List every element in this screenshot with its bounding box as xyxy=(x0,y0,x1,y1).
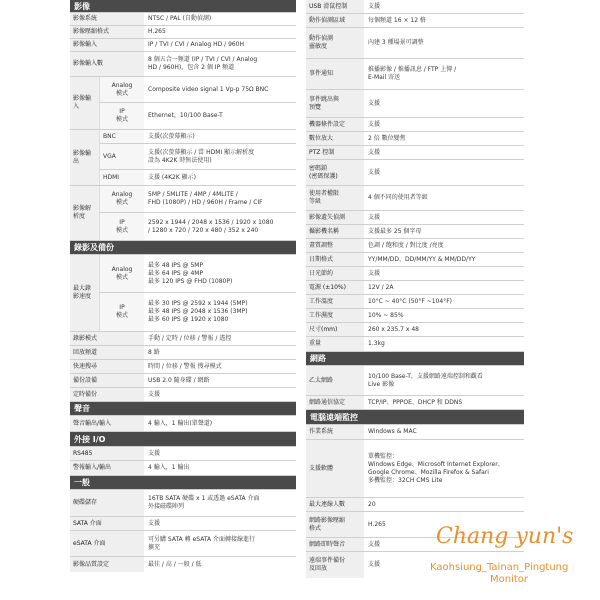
spec-value xyxy=(364,118,524,131)
spec-row-image-adjust xyxy=(306,239,524,253)
spec-value-text: 12V / 2A xyxy=(368,283,394,291)
spec-value-text: 內建 3 種場景可調整 xyxy=(368,39,424,46)
right-spec-column xyxy=(306,0,524,578)
spec-value-text: 最多 64 IPS @ 4MP xyxy=(148,269,204,277)
spec-row-compression xyxy=(70,26,296,39)
spec-row-daylight-saving xyxy=(306,267,524,281)
spec-value-text: 擴充 xyxy=(148,543,161,551)
section-header-general xyxy=(70,476,296,490)
spec-value-text: 支援 xyxy=(368,2,381,10)
spec-value xyxy=(144,388,296,401)
spec-value-text: 設為 4K2K 時無法使用) xyxy=(148,156,212,164)
spec-value xyxy=(364,281,524,294)
spec-subkey xyxy=(100,186,144,212)
store-watermark xyxy=(424,522,600,600)
spec-value-text: 支援 xyxy=(148,519,161,527)
spec-row-sata xyxy=(70,517,296,531)
spec-row-ip-input xyxy=(100,103,296,129)
section-title: 外接 I/O xyxy=(74,434,106,444)
spec-key-text: 格式 xyxy=(309,524,322,532)
spec-row-temperature xyxy=(306,295,524,309)
spec-value xyxy=(144,447,296,460)
spec-subkey-text: IP xyxy=(119,218,125,226)
spec-subkey xyxy=(100,77,144,102)
spec-key: 影像系統 xyxy=(70,13,144,25)
spec-key-text: 事件跳出與 xyxy=(309,95,340,103)
spec-key-text: 及回放 xyxy=(309,565,328,572)
spec-row-dimensions xyxy=(306,323,524,337)
section-title: 電腦遠端監控 xyxy=(310,412,358,422)
spec-row-ip-resolution xyxy=(100,213,296,240)
spec-value xyxy=(364,14,524,27)
spec-value xyxy=(364,295,524,308)
spec-key: 影像壓縮格式 xyxy=(70,26,144,38)
spec-value xyxy=(364,28,524,58)
watermark-location: Kaohsiung_Tainan_Pingtung xyxy=(430,562,569,573)
section-header-network xyxy=(306,352,524,366)
spec-row-date-format xyxy=(306,253,524,267)
spec-subkey: BNC xyxy=(100,130,144,143)
spec-row-motion-sensitivity xyxy=(306,28,524,59)
spec-subkey: HDMI xyxy=(100,170,144,185)
spec-value-text: 2 倍 數位變焦 xyxy=(368,134,406,142)
spec-value-text: Windows & MAC xyxy=(368,428,417,435)
spec-key: 最大錄影速度 xyxy=(70,255,100,331)
spec-key: 尺寸(mm) xyxy=(306,323,364,336)
spec-value-text: 最多 120 IPS @ FHD (1080P) xyxy=(148,277,233,285)
spec-key: 影像輸入 xyxy=(70,77,100,129)
spec-value xyxy=(364,309,524,322)
spec-subkey-text: Analog xyxy=(111,81,133,89)
spec-value-text: 2592 x 1944 / 2048 x 1536 / 1920 x 1080 xyxy=(148,218,274,226)
spec-value xyxy=(144,39,296,51)
section-header-external-io xyxy=(70,432,296,447)
spec-value xyxy=(144,170,296,185)
spec-value xyxy=(364,498,524,511)
spec-subkey-text: 模式 xyxy=(115,273,128,281)
spec-value xyxy=(144,293,296,331)
spec-value-text: 最多 30 IPS @ 2592 x 1944 (5MP) xyxy=(148,300,248,307)
spec-value xyxy=(144,213,296,240)
spec-key: 快速搜尋 xyxy=(70,360,144,373)
spec-row-humidity xyxy=(306,309,524,323)
spec-value-text: Google Chrome、Mozilla Firefox & Safari xyxy=(368,468,489,476)
spec-value-text: 推播影像 / 推播訊息 / FTP 上傳 / xyxy=(368,66,457,73)
spec-subkey xyxy=(100,103,144,129)
spec-key: 事件通知 xyxy=(306,59,364,89)
spec-key: 定時備份 xyxy=(70,388,144,401)
spec-value-text: 每個頻道 16 × 12 格 xyxy=(368,16,426,24)
spec-key: PTZ 控制 xyxy=(306,146,364,159)
spec-key-text: (密碼保護) xyxy=(309,172,338,180)
section-header-video xyxy=(70,0,296,13)
section-header-audio xyxy=(70,402,296,416)
spec-row-ptz xyxy=(306,146,524,160)
spec-value xyxy=(364,59,524,89)
spec-row-audio-io xyxy=(70,416,296,432)
spec-key-text: 遠端事件備份 xyxy=(309,557,346,564)
spec-value xyxy=(144,186,296,212)
left-spec-column xyxy=(70,0,296,572)
spec-row-video-loss xyxy=(306,211,524,225)
spec-subkey-text: 模式 xyxy=(115,89,128,97)
spec-value-text: 4 輸入，1 輸出(單聲道) xyxy=(148,419,213,427)
spec-subkey-text: Analog xyxy=(111,265,133,273)
spec-value-text: 支援 xyxy=(368,269,381,277)
spec-value xyxy=(364,425,524,439)
spec-row-playback xyxy=(70,346,296,360)
spec-row-max-users xyxy=(306,498,524,512)
spec-key: 工作溫度 xyxy=(306,295,364,308)
spec-value-text: H.265 xyxy=(148,28,166,35)
spec-subkey-text: 模式 xyxy=(115,116,128,123)
spec-row-digital-zoom xyxy=(306,132,524,146)
spec-key: 作業系統 xyxy=(306,425,364,439)
spec-value xyxy=(144,255,296,292)
spec-value xyxy=(364,160,524,185)
spec-value-text: 支援最多 25 個字母 xyxy=(368,227,422,235)
spec-value xyxy=(144,490,296,516)
spec-value xyxy=(364,253,524,266)
spec-value-text: 手動 / 定時 / 位移 / 警報 / 遙控 xyxy=(148,334,232,342)
spec-row-network-protocol xyxy=(306,396,524,410)
spec-value xyxy=(364,0,524,13)
spec-value-text: 支援 xyxy=(368,213,381,221)
spec-key: 電源 (±10%) xyxy=(306,281,364,294)
spec-row-video-system xyxy=(70,13,296,26)
spec-key-text: 密碼鎖 xyxy=(309,164,328,172)
section-title: 影像 xyxy=(74,1,90,11)
spec-key: 備份設備 xyxy=(70,374,144,387)
section-header-remote-monitoring xyxy=(306,410,524,425)
spec-value-text: 外接磁碟陣列 xyxy=(148,503,185,510)
spec-value-text: 4 輸入，1 輸出 xyxy=(148,464,190,471)
spec-key xyxy=(306,160,364,185)
spec-value xyxy=(144,130,296,143)
spec-row-password-lock xyxy=(306,160,524,186)
spec-value-text: 16TB SATA 硬碟 x 1 或透過 eSATA 介面 xyxy=(148,495,260,502)
spec-subkey-text: 模式 xyxy=(115,199,128,206)
spec-row-analog-resolution xyxy=(100,186,296,213)
spec-value xyxy=(364,146,524,159)
spec-value-text: 20 xyxy=(368,500,376,508)
spec-value-text: 最多 60 IPS @ 1920 x 1080 xyxy=(148,316,229,323)
spec-row-event-notification xyxy=(306,59,524,90)
spec-value-text: 支援 (4K2K 顯示) xyxy=(148,173,197,181)
spec-value-text: Composite video signal 1 Vp-p 75Ω BNC xyxy=(148,85,269,93)
spec-group-resolution xyxy=(70,186,296,241)
spec-value xyxy=(144,461,296,475)
spec-value-text: 最多 48 IPS @ 2048 x 1536 (3MP) xyxy=(148,308,248,315)
spec-value xyxy=(364,132,524,145)
spec-value xyxy=(144,374,296,387)
spec-row-analog-input xyxy=(100,77,296,103)
spec-value xyxy=(144,77,296,102)
spec-key: USB 滑鼠控制 xyxy=(306,0,364,13)
spec-value xyxy=(364,90,524,117)
spec-value-text: TCP/IP、PPPOE、DHCP 和 DDNS xyxy=(368,398,463,406)
spec-value xyxy=(144,13,296,25)
spec-key: 影像遺失偵測 xyxy=(306,211,364,224)
spec-row-alarm-io xyxy=(70,461,296,476)
spec-value-text: 支援 xyxy=(368,99,381,107)
spec-subkey xyxy=(100,255,144,292)
spec-value-text: 10/100 Base-T，支援網路遠端控制和觀看 xyxy=(368,372,483,380)
spec-row-motion-area xyxy=(306,14,524,28)
spec-key: 畫質調整 xyxy=(306,239,364,252)
spec-key: 錄影模式 xyxy=(70,332,144,345)
spec-value-text: NTSC / PAL (自動偵測) xyxy=(148,15,212,22)
spec-value-text: 支援 xyxy=(368,168,381,176)
spec-key-text: 動作偵測 xyxy=(309,35,334,42)
spec-value xyxy=(144,416,296,431)
spec-row-event-popup xyxy=(306,90,524,118)
section-header-recording xyxy=(70,241,296,255)
spec-value-text: 8 路 xyxy=(148,348,160,356)
spec-value xyxy=(364,440,524,497)
spec-value-text: FHD (1080P) / HD / 960H / Frame / CIF xyxy=(148,199,263,206)
spec-value-text: E-Mail 寄送 xyxy=(368,74,401,81)
spec-value xyxy=(144,517,296,530)
spec-row-esata xyxy=(70,531,296,557)
spec-row-input-count xyxy=(70,52,296,77)
spec-value xyxy=(364,225,524,238)
spec-group-video-output xyxy=(70,130,296,186)
spec-row-analog-rate xyxy=(100,255,296,293)
spec-value-text: 4 個不同的使用者等級 xyxy=(368,194,428,201)
spec-subkey xyxy=(100,293,144,331)
spec-key: 動作偵測區域 xyxy=(306,14,364,27)
spec-value-text: 單機監控： xyxy=(368,452,399,460)
spec-row-ethernet xyxy=(306,366,524,396)
spec-row-image-quality xyxy=(70,557,296,572)
spec-key-text: 等級 xyxy=(309,198,322,205)
spec-row-quick-search xyxy=(70,360,296,374)
spec-key-text: 預覽 xyxy=(309,103,322,111)
spec-value xyxy=(144,557,296,572)
spec-key: 聲音輸出/輸入 xyxy=(70,416,144,431)
spec-row-usb-mouse xyxy=(306,0,524,14)
spec-value-text: 支援(次螢幕顯示) xyxy=(148,132,195,140)
spec-row-hdd xyxy=(70,490,296,517)
watermark-brand: Chang yun's xyxy=(436,524,574,549)
spec-key: 日期格式 xyxy=(306,253,364,266)
spec-row-backup-device xyxy=(70,374,296,388)
spec-key: 支援軟體 xyxy=(306,440,364,497)
spec-key: 網路即時聲音 xyxy=(306,538,364,551)
spec-row-scheduled-backup xyxy=(70,388,296,402)
spec-value-text: 支援 xyxy=(148,390,161,398)
spec-value xyxy=(364,366,524,395)
spec-key xyxy=(306,28,364,58)
spec-key: 影像輸入數 xyxy=(70,52,144,76)
spec-row-machine-condition xyxy=(306,118,524,132)
spec-value-text: 色調 / 飽和度 / 對比度 /亮度 xyxy=(368,241,444,249)
spec-value-text: 支援 xyxy=(368,561,381,568)
spec-value-text: 5MP / 5MLITE / 4MP / 4MLITE / xyxy=(148,191,238,198)
spec-key: RS485 xyxy=(70,447,144,460)
spec-key xyxy=(306,186,364,210)
spec-row-supported-software xyxy=(306,440,524,498)
spec-value xyxy=(144,346,296,359)
spec-group-video-input xyxy=(70,77,296,130)
spec-row-power xyxy=(306,281,524,295)
spec-key: 警報輸入/輸出 xyxy=(70,461,144,475)
section-title: 錄影及備份 xyxy=(74,243,114,252)
spec-key: 機器條件設定 xyxy=(306,118,364,131)
spec-row-weight xyxy=(306,337,524,352)
spec-row-rs485 xyxy=(70,447,296,461)
spec-value-text: 10°C ~ 40°C (50°F ~104°F) xyxy=(368,297,453,305)
spec-value-text: 8 個五合一頻道 (IP / TVI / CVI / Analog xyxy=(148,56,258,63)
spec-value-text: HD / 960H)，包含 2 個 IP 頻道 xyxy=(148,64,235,71)
spec-row-hdmi xyxy=(100,170,296,185)
spec-value-text: 支援 xyxy=(368,540,381,548)
spec-row-record-mode xyxy=(70,332,296,346)
spec-value-text: 支援 xyxy=(148,449,161,457)
spec-key: 影像輸入 xyxy=(70,39,144,51)
spec-value xyxy=(144,103,296,129)
spec-value-text: / 1280 x 720 / 720 x 480 / 352 x 240 xyxy=(148,226,259,234)
spec-value-text: 1.3kg xyxy=(368,340,385,347)
section-title: 聲音 xyxy=(74,404,90,413)
spec-key xyxy=(306,90,364,117)
spec-value-text: USB 2.0 隨身碟 / 網路 xyxy=(148,376,210,384)
spec-key: 影像解析度 xyxy=(70,186,100,240)
spec-subkey: VGA xyxy=(100,144,144,169)
spec-key: 工作濕度 xyxy=(306,309,364,322)
spec-key: 影像輸出 xyxy=(70,130,100,185)
spec-key-text: 網路影像壓縮 xyxy=(309,516,346,524)
section-title: 網路 xyxy=(310,354,326,363)
spec-value-text: 可另購 SATA 轉 eSATA 介面轉接線進行 xyxy=(148,535,256,543)
spec-row-camera-name xyxy=(306,225,524,239)
spec-value xyxy=(144,332,296,345)
spec-key-text: 靈敏度 xyxy=(309,43,328,50)
spec-value-text: 支援 xyxy=(368,148,381,156)
spec-key: 日光節約 xyxy=(306,267,364,280)
spec-value-text: Windows Edge、Microsoft Internet Explorer、 xyxy=(368,460,504,468)
spec-value-text: 時間 / 位移 / 警報 搜尋模式 xyxy=(148,362,222,370)
spec-key: 回放頻道 xyxy=(70,346,144,359)
spec-value xyxy=(144,26,296,38)
spec-value-text: YY/MM/DD、DD/MM/YY & MM/DD/YY xyxy=(368,255,476,263)
spec-value xyxy=(364,267,524,280)
spec-row-bnc xyxy=(100,130,296,144)
spec-value xyxy=(144,52,296,76)
spec-value xyxy=(144,144,296,169)
spec-row-video-input xyxy=(70,39,296,52)
spec-group-max-record-rate xyxy=(70,255,296,332)
spec-key: 攝影機名稱 xyxy=(306,225,364,238)
spec-key xyxy=(306,512,364,537)
spec-value-text: IP / TVI / CVI / Analog HD / 960H xyxy=(148,41,245,48)
spec-value-text: 最佳 / 高 / 一般 / 低 xyxy=(148,560,202,568)
spec-key: 影像品質設定 xyxy=(70,557,144,572)
spec-key: eSATA 介面 xyxy=(70,531,144,556)
spec-subkey-text: 模式 xyxy=(115,312,128,319)
spec-key-text: 使用者權限 xyxy=(309,190,340,197)
spec-value-text: 10% ~ 85% xyxy=(368,311,404,319)
spec-value xyxy=(364,323,524,336)
spec-subkey xyxy=(100,213,144,240)
spec-subkey-text: Analog xyxy=(111,191,133,198)
spec-value xyxy=(364,337,524,351)
spec-subkey-text: IP xyxy=(119,304,125,311)
spec-row-vga xyxy=(100,144,296,170)
spec-row-os xyxy=(306,425,524,440)
spec-value-text: Live 影像 xyxy=(368,380,395,388)
spec-value xyxy=(364,186,524,210)
spec-value-text: 支援(次螢幕顯示 / 當 HDMI 顯示解析度 xyxy=(148,148,255,156)
spec-value xyxy=(144,360,296,373)
spec-key: 網路通信協定 xyxy=(306,396,364,409)
spec-key xyxy=(306,552,364,578)
spec-key: SATA 介面 xyxy=(70,517,144,530)
spec-subkey-text: IP xyxy=(119,108,125,115)
watermark-monitor: Monitor xyxy=(490,574,529,585)
section-title: 一般 xyxy=(74,478,90,487)
spec-value-text: 260 x 235.7 x 48 xyxy=(368,325,419,333)
spec-row-user-level xyxy=(306,186,524,211)
spec-value-text: H.265 xyxy=(368,520,386,528)
spec-value-text: 最多 48 IPS @ 5MP xyxy=(148,261,204,269)
spec-value xyxy=(364,211,524,224)
spec-key: 硬碟儲存 xyxy=(70,490,144,516)
spec-key: 最大連線人數 xyxy=(306,498,364,511)
spec-key: 乙太網路 xyxy=(306,366,364,395)
spec-row-ip-rate xyxy=(100,293,296,331)
spec-key: 重量 xyxy=(306,337,364,351)
spec-value-text: 多機監控：32CH CMS Lite xyxy=(368,476,443,484)
spec-value xyxy=(364,396,524,409)
spec-value xyxy=(364,239,524,252)
spec-value-text: 支援 xyxy=(368,120,381,128)
spec-key: 數位放大 xyxy=(306,132,364,145)
spec-subkey-text: 模式 xyxy=(115,226,128,234)
spec-value xyxy=(144,531,296,556)
spec-value-text: Ethernet，10/100 Base-T xyxy=(148,112,223,119)
